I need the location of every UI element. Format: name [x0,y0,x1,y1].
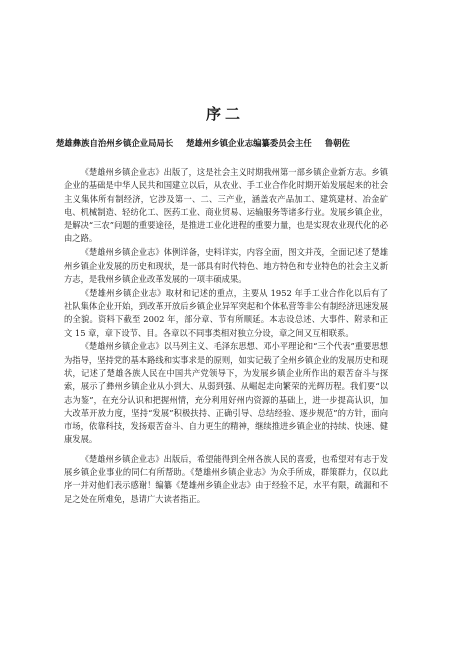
paragraph: 《楚雄州乡镇企业志》体例详备，史料详实，内容全面，图文并茂，全面记述了楚雄州乡镇企业发展的历史和现状，是一部具有时代特色、地方特色和专业特色的社会主义新方志，是我州乡镇企业改革发展的一项丰硕成果。 [64,247,388,284]
paragraph: 《楚雄州乡镇企业志》出版了，这是社会主义时期我州第一部乡镇企业新方志。乡镇企业的基础是中华人民共和国建立以后，从农业、手工业合作化时期开始发展起来的社会主义集体所有制经济，它涉及第一、二、三产业，涵盖农产品加工、建筑建材、冶金矿电、机械制造、轻纺化工、医药工业、商业贸易、运输服务等诸多行业。发展乡镇企业，是解决“三农”问题的重要途径，是推进工业化进程的重要力量，也是实现农业现代化的必由之路。 [64,167,388,244]
preface-body [64,166,388,506]
author-byline [56,136,416,150]
paragraph: 《楚雄州乡镇企业志》取材和记述的重点，主要从 1952 年手工业合作化以后有了社队集体企业开始，到改革开放后乡镇企业异军突起和个体私营等非公有制经济迅速发展的全貌。资料下截至 2002 年，部分章、节有所顺延。本志设总述、大事件、附录和正文 15 章，章下设节、目。各章以不同事类相对独立分设，章之间又互相联系。 [64,287,388,338]
author-name: 鲁朝佐 [324,138,350,148]
author-title: 楚雄彝族自治州乡镇企业局局长 [56,138,174,148]
paragraph: 《楚雄州乡镇企业志》以马列主义、毛泽东思想、邓小平理论和“三个代表”重要思想为指导，坚持党的基本路线和实事求是的原则，如实记载了全州乡镇企业的发展历史和现状，记述了楚雄各族人民在中国共产党领导下，为发展乡镇企业所作出的艰苦奋斗与探索，展示了彝州乡镇企业从小到大、从弱到强、从崛起走向繁荣的光辉历程。我们要“以志为鉴”，在充分认识和把握州情，充分利用好州内资源的基础上，进一步提高认识，加大改革开放力度，坚持“发展”积极扶持、正确引导、总结经验、逐步规范”的方针，面向市场，依靠科技，发扬艰苦奋斗、自力更生的精神，继续推进乡镇企业的持续、快速、健康发展。 [64,341,388,445]
paragraph: 《楚雄州乡镇企业志》出版后，希望能得到全州各族人民的喜爱，也希望对有志于发展乡镇企业事业的同仁有所帮助。《楚雄州乡镇企业志》为众手所成，群策群力，仅以此序一并对他们表示感谢！编纂《楚雄州乡镇企业志》由于经验不足，水平有限，疏漏和不足之处在所难免，恳请广大读者指正。 [64,453,388,504]
page-title: 序二 [205,105,244,123]
author-role: 楚雄州乡镇企业志编纂委员会主任 [186,138,312,148]
